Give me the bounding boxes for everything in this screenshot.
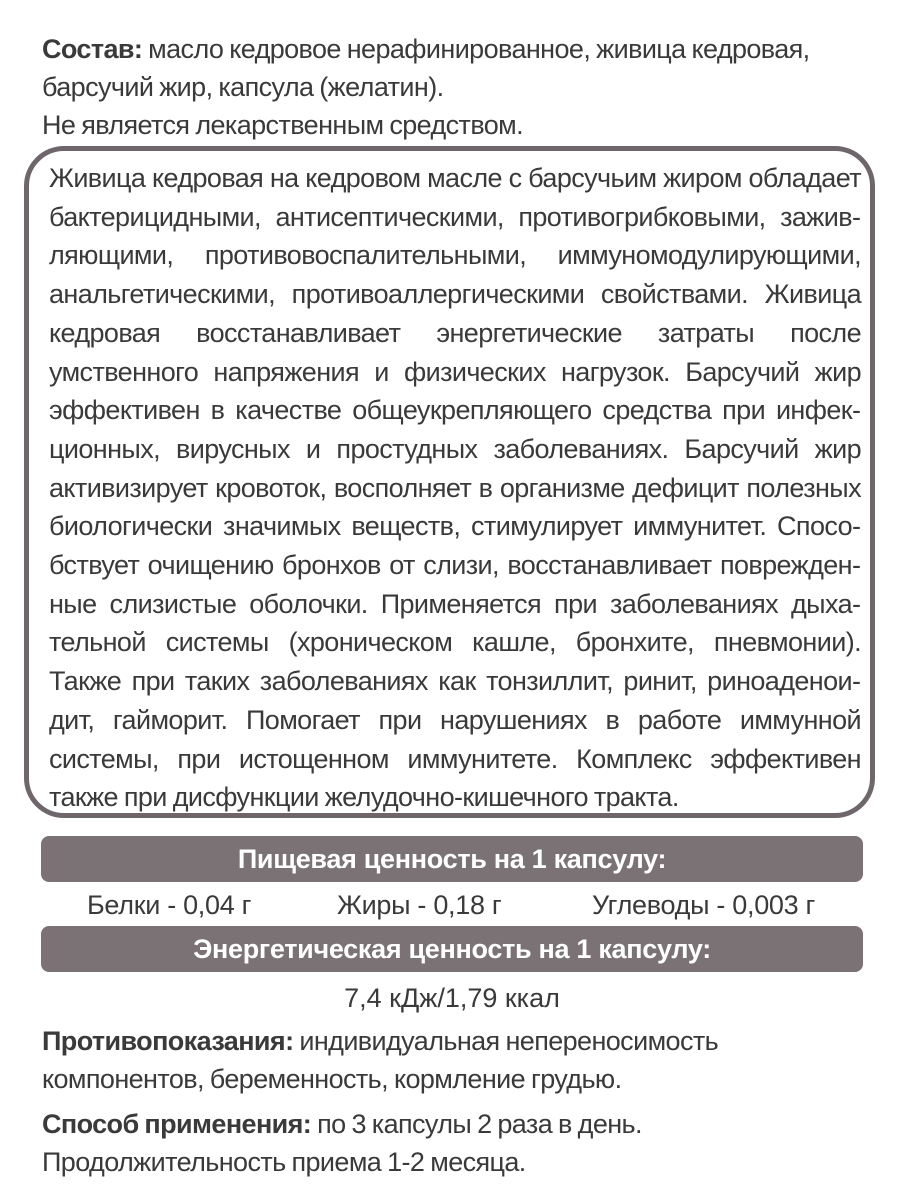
proteins-value: Белки - 0,04 г <box>87 890 252 920</box>
energy-value: 7,4 кДж/1,79 ккал <box>344 983 560 1013</box>
usage-paragraph <box>42 1105 872 1181</box>
description-text: Живица кедровая на кедровом масле с барсучьим жиром обладает бактерицидными, антисептическими, противогрибковыми, заживляющими, противовоспалительными, иммуномодулирующими, анальгетическими, противоаллергическими свойствами. Живица кедровая восстанавливает энергетические затраты после умственного напряжения и физических нагрузок. Барсучий жир эффективен в качестве общеукрепляющего средства при инфекционных, вирусных и простудных заболеваниях. Барсучий жир активизирует кровоток, восполняет в организме дефицит полезных биологически значимых веществ, стимулирует иммунитет. Способствует очищению бронхов от слизи, восстанавливает поврежденные слизистые оболочки. Применяется при заболеваниях дыхательной системы (хроническом кашле, бронхите, пневмонии). Также при таких заболеваниях как тонзиллит, ринит, риноаденоидит, гайморит. Помогает при нарушениях в работе иммунной системы, при истощенном иммунитете. Комплекс эффективен также при дисфункции желудочно-кишечного тракта. <box>49 163 861 813</box>
composition-label: Состав: <box>42 34 143 64</box>
nutrition-values-row <box>41 885 863 925</box>
usage-label: Способ применения: <box>42 1109 312 1139</box>
energy-header: Энергетическая ценность на 1 капсулу: <box>41 926 863 972</box>
carbs-value: Углеводы - 0,003 г <box>592 890 816 920</box>
fats-value: Жиры - 0,18 г <box>337 890 502 920</box>
contraindications-paragraph <box>42 1022 872 1098</box>
composition-paragraph <box>42 30 872 106</box>
composition-text: масло кедровое нерафинированное, живица кедровая, барсучий жир, капсула (желатин). <box>42 34 810 102</box>
nutrition-header: Пищевая ценность на 1 капсулу: <box>41 836 863 882</box>
not-medicine-note: Не является лекарственным средством. <box>42 110 524 140</box>
contraindications-text: индивидуальная непереносимость компонентов, беременность, кормление грудью. <box>42 1026 719 1094</box>
usage-text: по 3 капсулы 2 раза в день. Продолжительность приема 1-2 месяца. <box>42 1109 642 1177</box>
description-box <box>24 146 875 818</box>
contraindications-label: Противопоказания: <box>42 1026 294 1056</box>
